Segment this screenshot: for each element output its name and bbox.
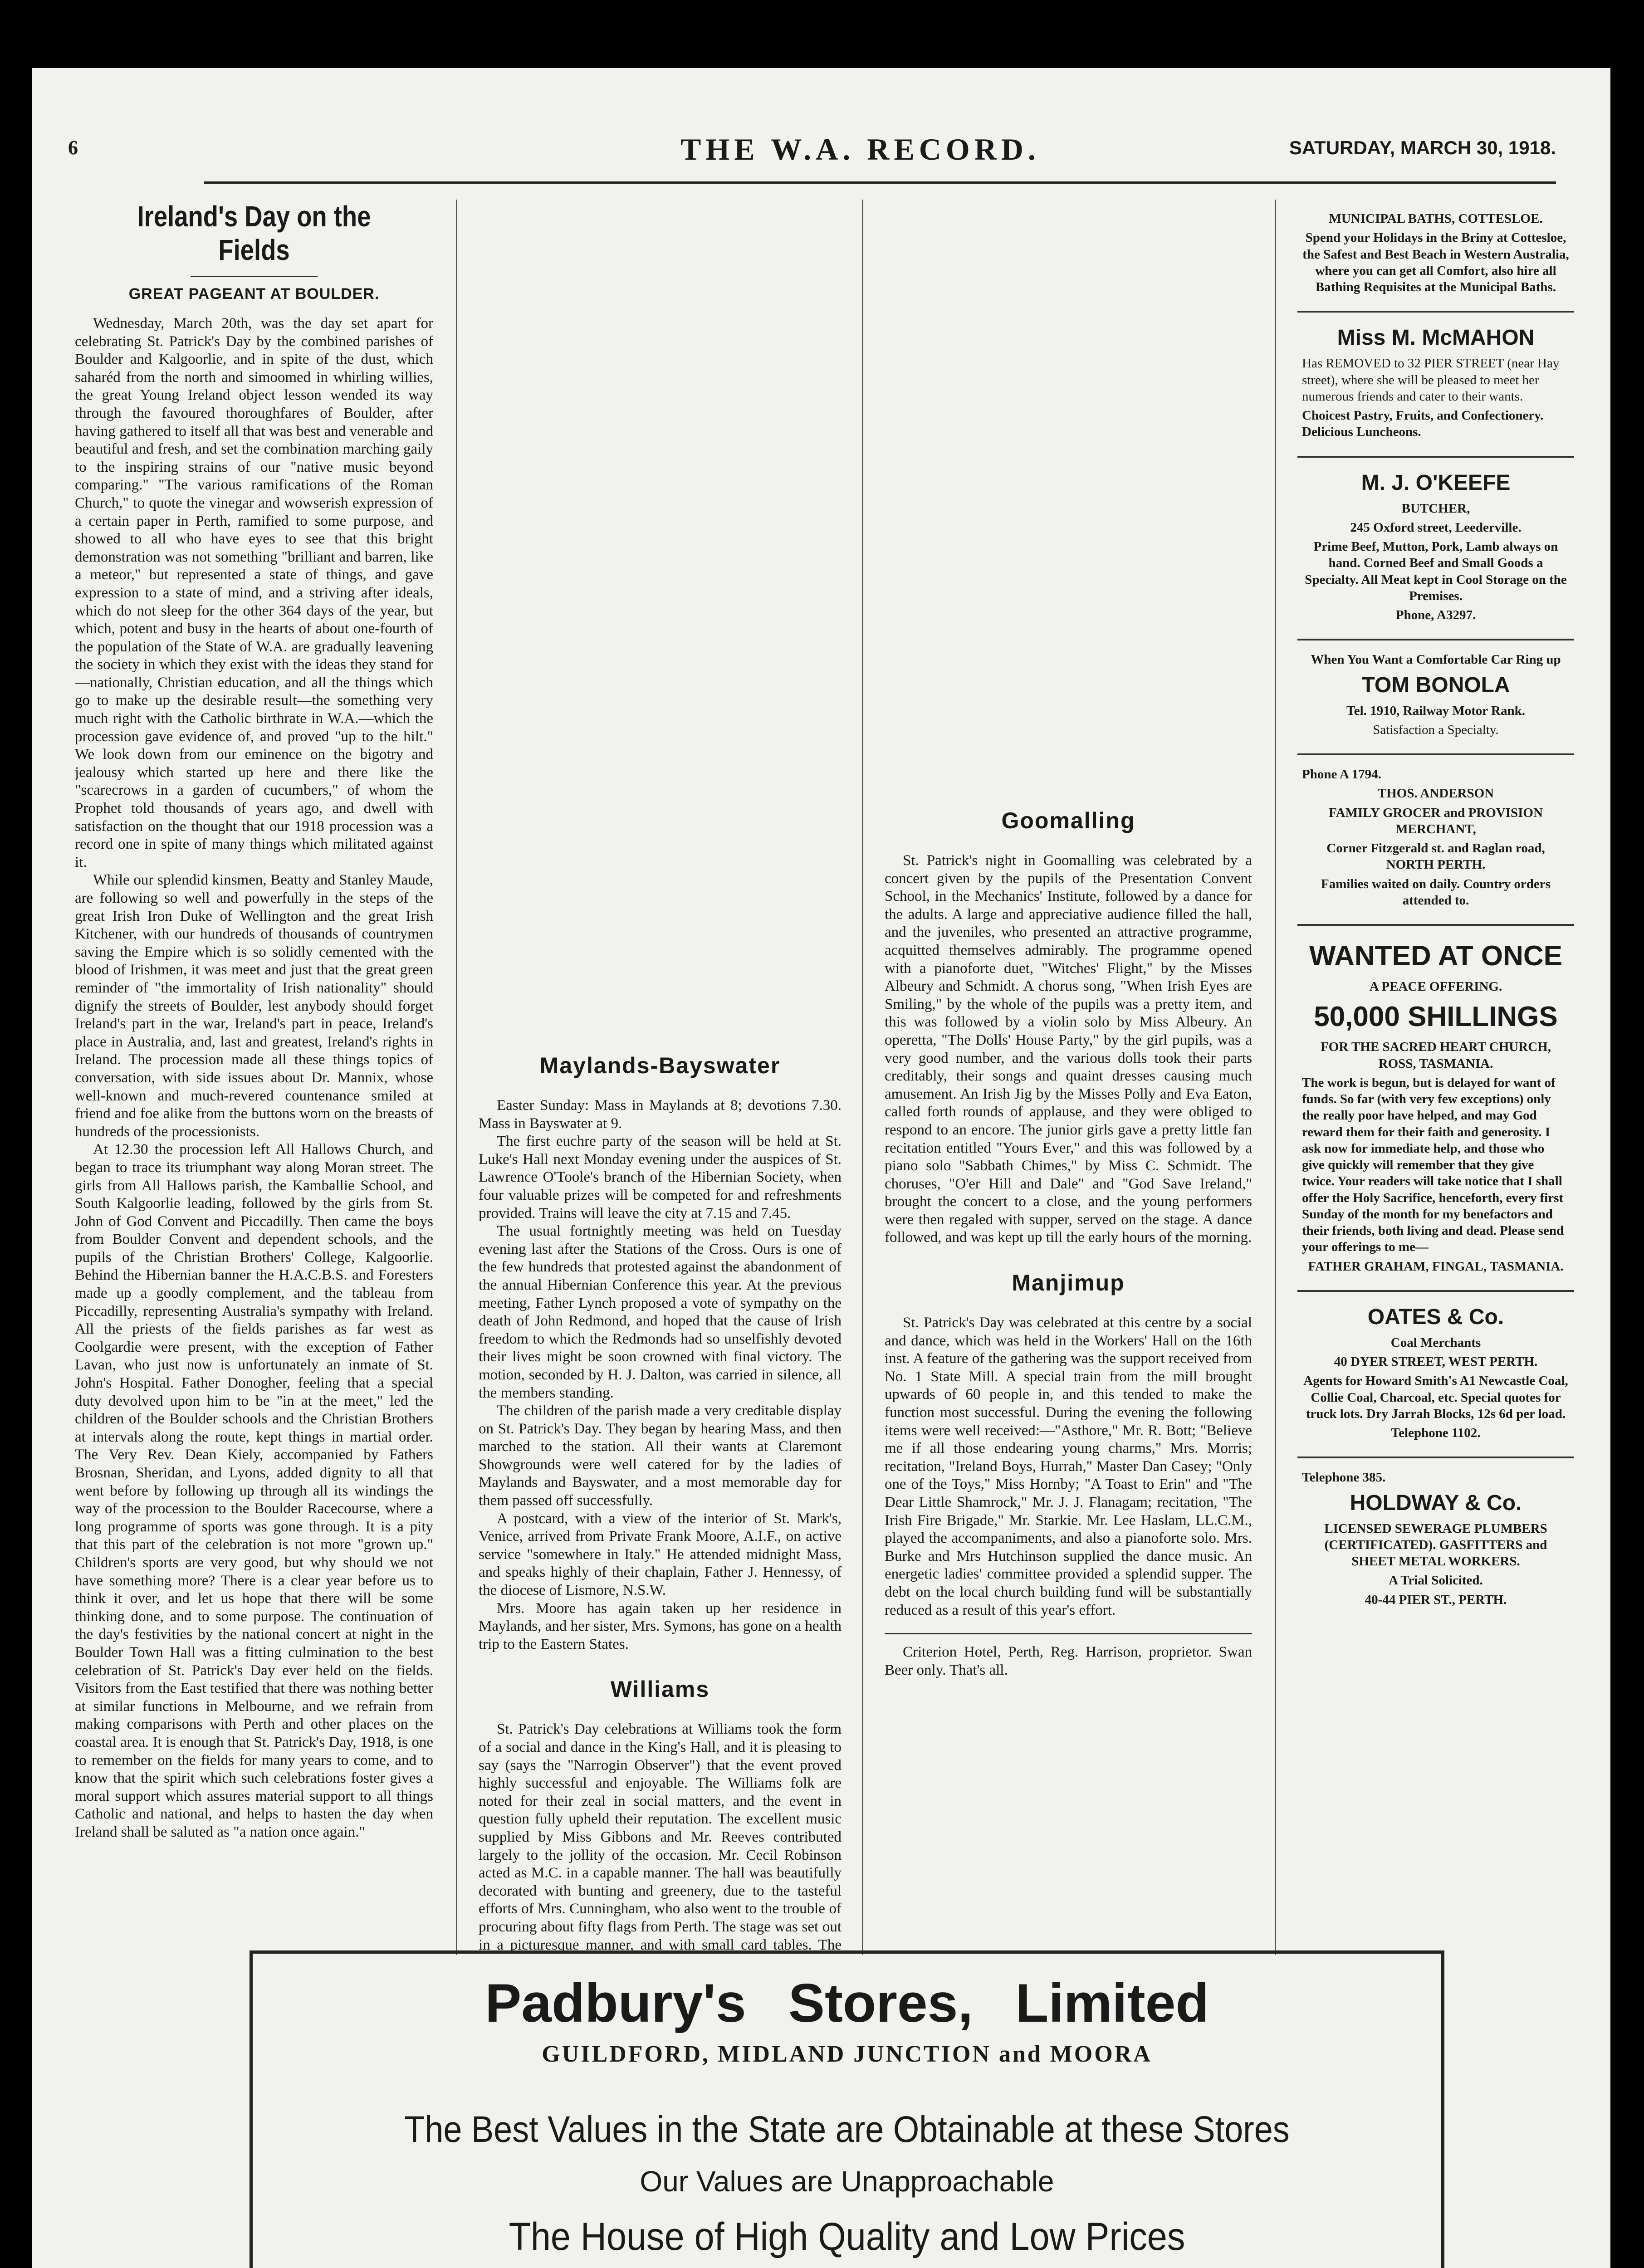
issue-date: SATURDAY, MARCH 30, 1918. bbox=[1289, 137, 1556, 158]
ad-name: HOLDWAY & Co. bbox=[1350, 1491, 1522, 1515]
ad-text: Agents for Howard Smith's A1 Newcastle Coal, Collie Coal, Charcoal, etc. Special quotes for truck lots. Dry Jarrah Blocks, 12s 6d per load. bbox=[1303, 1374, 1568, 1421]
newspaper-page bbox=[32, 68, 1610, 2268]
padbury-stores-banner bbox=[250, 1950, 1444, 2268]
banner-line: Our Values are Unapproachable bbox=[640, 2165, 1054, 2198]
ad-text: FOR THE SACRED HEART CHURCH, ROSS, TASMANIA. bbox=[1321, 1040, 1551, 1071]
banner-line: The House of High Quality and Low Prices bbox=[509, 2215, 1185, 2258]
article-headline-ireland: Ireland's Day on the Fields bbox=[137, 200, 371, 266]
ad-amount: 50,000 SHILLINGS bbox=[1314, 1001, 1558, 1032]
ad-municipal-baths bbox=[1297, 200, 1574, 313]
ad-name: Miss M. McMAHON bbox=[1337, 326, 1535, 350]
criterion-notice: Criterion Hotel, Perth, Reg. Harrison, proprietor. Swan Beer only. That's all. bbox=[885, 1644, 1252, 1678]
article-headline-manjimup: Manjimup bbox=[1012, 1270, 1125, 1296]
column-2 bbox=[479, 200, 842, 1955]
ad-text: Choicest Pastry, Fruits, and Confectionery. Delicious Luncheons. bbox=[1302, 408, 1544, 440]
ad-anderson bbox=[1297, 755, 1574, 926]
ad-phone: Phone, A3297. bbox=[1395, 608, 1476, 622]
ad-phone: Telephone 385. bbox=[1302, 1470, 1386, 1485]
ad-address: Corner Fitzgerald st. and Raglan road, NORTH PERTH. bbox=[1326, 841, 1545, 872]
column-3 bbox=[885, 200, 1252, 1955]
column-4-ads bbox=[1297, 200, 1574, 1955]
ad-text: BUTCHER, bbox=[1401, 501, 1470, 516]
ad-phone: Tel. 1910, Railway Motor Rank. bbox=[1346, 703, 1525, 718]
banner-title: Padbury's Stores, Limited bbox=[485, 1973, 1209, 2033]
paragraph: St. Patrick's Day was celebrated at this centre by a social and dance, which was held in the Workers' Hall on the 16th inst. A feature of the gathering was the support received from No. 1 State Mill. A special train from the mill brought upwards of 60 people in, and this tended to make the function most successful. During the evening the following items were well received:—"Asthore," Mr. R. Bott; "Believe me if all those endearing young charms," Mrs. Morris; recitation, "Ireland Boys, Hurrah," Master Dan Casey; "Only one of the Toys," Miss Hornby; "A Toast to Erin" and "The Dear Little Shamrock," Mr. J. J. Flanagam; recitation, "The Irish Fire Brigade," Mr. Starkie. Mr. Lee Haslam, LL.C.M., played the accompaniments, and also a pianoforte solo. Mrs. Burke and Mrs Hutchinson supplied the dance music. An energetic ladies' committee provided a splendid supper. The debt on the local church building fund will be substantially reduced as a result of this year's effort. bbox=[885, 1315, 1252, 1618]
article-headline-williams: Williams bbox=[610, 1677, 710, 1702]
paragraph: St. Patrick's night in Goomalling was celebrated by a concert given by the pupils of the Presentation Convent School, in the Mechanics' Institute, followed by a dance for the adults. A large and appreciative audience filled the hall, and the juveniles, who presented an attractive programme, acquitted themselves admirably. The programme opened with a pianoforte duet, "Witches' Flight," by the Misses Albeury and Schmidt. A chorus song, "When Irish Eyes are Smiling," by the whole of the pupils was a pretty item, and this was followed by a violin solo by Miss Albeury. An operetta, "The Dolls' House Party," by the girl pupils, was a very good number, and the various dolls took their parts creditably, their songs and quaint dresses causing much amusement. An Irish Jig by the Misses Polly and Eva Eaton, called forth rounds of applause, and they were obliged to respond to an encore. The junior girls gave a pretty little fan recitation entitled "Yours Ever," and this was followed by a piano solo "Sabbath Chimes," by Miss C. Schmidt. The choruses, "O'er Hill and Dale" and "God Save Ireland," brought the concert to a close, and the young performers were then regaled with supper, served on the stage. A dance followed, and was kept up till the early hours of the morning. bbox=[885, 852, 1252, 1246]
ad-signature: FATHER GRAHAM, FINGAL, TASMANIA. bbox=[1308, 1259, 1564, 1274]
ad-heading: WANTED AT ONCE bbox=[1309, 940, 1562, 972]
paragraph: The usual fortnightly meeting was held on Tuesday evening last after the Stations of the Cross. Ours is one of the few hundreds that protested against the abandonment of the annual Hibernian Conference this year. At the previous meeting, Father Lynch proposed a vote of sympathy on the death of John Redmond, and hoped that the cause of Irish freedom to which the Redmonds had so unselfishly devoted their lives might be soon crowned with final victory. The motion, seconded by H. J. Dalton, was carried in silence, all the members standing. bbox=[479, 1223, 842, 1401]
column-rule bbox=[862, 200, 863, 1955]
paragraph: Easter Sunday: Mass in Maylands at 8; devotions 7.30. Mass in Bayswater at 9. bbox=[479, 1097, 842, 1132]
ad-wanted bbox=[1297, 926, 1574, 1292]
article-headline-goomalling: Goomalling bbox=[1001, 808, 1135, 833]
ad-bonola bbox=[1297, 640, 1574, 755]
ad-okeefe bbox=[1297, 458, 1574, 641]
ad-text: Spend your Holidays in the Briny at Cottesloe, the Safest and Best Beach in Western Australia, where you can get all Comfort, also hire all Bathing Requisites at the Municipal Baths. bbox=[1302, 230, 1569, 294]
ad-address: 245 Oxford street, Leederville. bbox=[1350, 520, 1522, 535]
paragraph: A postcard, with a view of the interior of St. Mark's, Venice, arrived from Private Frank Moore, A.I.F., on active service "somewhere in Italy." He attended midnight Mass, and speaks highly of their chaplain, Father J. Hennessy, of the diocese of Lismore, N.S.W. bbox=[479, 1510, 842, 1599]
ad-text: Satisfaction a Specialty. bbox=[1373, 722, 1499, 737]
article-headline-maylands: Maylands-Bayswater bbox=[539, 1053, 781, 1078]
masthead bbox=[68, 132, 1556, 184]
ad-text: A Trial Solicited. bbox=[1389, 1573, 1483, 1588]
ad-name: TOM BONOLA bbox=[1361, 673, 1510, 697]
ad-address: 40-44 PIER ST., PERTH. bbox=[1365, 1592, 1507, 1607]
page-number: 6 bbox=[68, 137, 78, 159]
paragraph: Mrs. Moore has again taken up her residence in Maylands, and her sister, Mrs. Symons, has gone on a health trip to the Eastern States. bbox=[479, 1600, 842, 1652]
ad-name: THOS. ANDERSON bbox=[1377, 786, 1494, 801]
paragraph: St. Patrick's Day celebrations at Williams took the form of a social and dance in the King's Hall, and it is pleasing to say (says the "Narrogin Observer") that the event proved highly successful and enjoyable. The Williams folk are noted for their zeal in social matters, and the event in question fully upheld their reputation. The excellent music supplied by Miss Gibbons and Mr. Reeves contributed largely to the jollity of the occasion. Mr. Cecil Robinson acted as M.C. in a capable manner. The hall was beautifully decorated with bunting and greenery, due to the tasteful efforts of Mrs. Cunningham, who also went to the trouble of procuring about fifty flags from Perth. The stage was set out in a picturesque manner, and with small card tables. The bbox=[479, 1721, 842, 1953]
ad-name: M. J. O'KEEFE bbox=[1361, 470, 1511, 495]
ad-text: A PEACE OFFERING. bbox=[1369, 979, 1502, 994]
ad-text: Has REMOVED to 32 PIER STREET (near Hay street), where she will be pleased to meet her numerous friends and cater to their wants. bbox=[1302, 356, 1560, 404]
paragraph: Wednesday, March 20th, was the day set apart for celebrating St. Patrick's Day by the combined parishes of Boulder and Kalgoorlie, and in spite of the dust, which saharéd from the north and simoomed in whirling willies, the great Young Ireland object lesson wended its way through the favoured thoroughfares of Boulder, after having gathered to itself all that was best and venerable and beautiful and fresh, and set the combination marching gaily to the inspiring strains of our "native music beyond comparing." "The various ramifications of the Roman Church," to quote the vinegar and wowserish expression of a certain paper in Perth, ramified to some purpose, and showed to all who have eyes to see that this bright demonstration was not something "brilliant and barren, like a meteor," but represented a state of things, and gave expression to a state of mind, and a striving after ideals, which do not sleep for the other 364 days of the year, but which, potent and busy in the hearts of about one-fourth of the population of the State of W.A. are gradually leavening the society in which they exist with the ideas they stand for—nationally, Christian education, and all the things which go to make up the desirable result—the something very much right with the Catholic birthrate in W.A.—which the procession gave evidence of, and proved "up to the hilt." We look down from our eminence on the bigotry and jealousy which started up here and there like the "scarecrows in a garden of cucumbers," of whom the Prophet told thousands of years ago, and dwell with satisfaction on the thought that our 1918 procession was a record one in spite of many things which militated against it. bbox=[75, 315, 433, 870]
ad-text: Families waited on daily. Country orders attended to. bbox=[1321, 876, 1551, 908]
ad-phone: Telephone 1102. bbox=[1391, 1426, 1481, 1440]
ad-heading: MUNICIPAL BATHS, COTTESLOE. bbox=[1329, 211, 1543, 226]
ad-oates bbox=[1297, 1292, 1574, 1459]
ad-name: OATES & Co. bbox=[1367, 1305, 1504, 1329]
ad-mcmahon bbox=[1297, 313, 1574, 457]
paragraph: The first euchre party of the season will be held at St. Luke's Hall next Monday evening under the auspices of St. Lawrence O'Toole's branch of the Hibernian Society, when four valuable prizes will be competed for and refreshments provided. Trains will leave the city at 7.15 and 7.45. bbox=[479, 1133, 842, 1222]
paragraph: The children of the parish made a very creditable display on St. Patrick's Day. They began by hearing Mass, and then marched to the station. All their wants at Claremont Showgrounds were well catered for by the ladies of Maylands and Bayswater, and a most memorable day for them passed off successfully. bbox=[479, 1403, 842, 1509]
column-1 bbox=[75, 200, 433, 1955]
column-rule bbox=[1275, 200, 1276, 1955]
newspaper-title: THE W.A. RECORD. bbox=[680, 132, 1040, 166]
paragraph: While our splendid kinsmen, Beatty and Stanley Maude, are following so well and powerfully in the steps of the great Irish Iron Duke of Wellington and the great Irish Kitchener, with our hundreds of thousands of countrymen saving the Empire which is so solidly cemented with the blood of Irishmen, it was meet and just that the great green reminder of "the immortality of Irish nationality" should dignify the streets of Boulder, lest anybody should forget Ireland's part in the war, Ireland's part in peace, Ireland's place in Australia, and, last and greatest, Ireland's rights in Ireland. The procession made all these things topics of conversation, with side issues about Dr. Mannix, whose well-known and much-revered countenance smiled at friend and foe alike from the buttons worn on the breasts of hundreds of the processionists. bbox=[75, 872, 433, 1140]
ad-text: Prime Beef, Mutton, Pork, Lamb always on hand. Corned Beef and Small Goods a Specialty. All Meat kept in Cool Storage on the Premises. bbox=[1305, 539, 1567, 603]
divider bbox=[191, 276, 318, 277]
ad-text: FAMILY GROCER and PROVISION MERCHANT, bbox=[1329, 805, 1543, 836]
banner-line: The Best Values in the State are Obtainable at these Stores bbox=[404, 2109, 1290, 2150]
ad-address: 40 DYER STREET, WEST PERTH. bbox=[1334, 1354, 1538, 1369]
ad-holdway bbox=[1297, 1458, 1574, 1623]
ad-text: The work is begun, but is delayed for want of funds. So far (with very few exceptions) only the really poor have helped, and may God reward them for their faith and generosity. I ask now for immediate help, and those who give quickly will remember that they give twice. Your readers will take notice that I shall offer the Holy Sacrifice, henceforth, every first Sunday of the month for my benefactors and their friends, both living and dead. Please send your offerings to me— bbox=[1302, 1075, 1564, 1255]
ad-text: LICENSED SEWERAGE PLUMBERS (CERTIFICATED). GASFITTERS and SHEET METAL WORKERS. bbox=[1324, 1521, 1547, 1569]
ad-text: Coal Merchants bbox=[1390, 1335, 1481, 1350]
paragraph: At 12.30 the procession left All Hallows Church, and began to trace its triumphant way along Moran street. The girls from All Hallows parish, the Kamballie School, and South Kalgoorlie leading, followed by the girls from St. John of God Convent and Piccadilly. Then came the boys from Boulder Convent and dependent schools, and the pupils of the Christian Brothers' College, Kalgoorlie. Behind the Hibernian banner the H.A.C.B.S. and Foresters made up a goodly complement, and the tableau from Piccadilly, representing Australia's sympathy with Ireland. All the priests of the fields parishes as far west as Coolgardie were present, with the exception of Father Lavan, who just now is unfortunately an inmate of St. John's Hospital. Father Donogher, feeling that a special duty devolved upon him to be "in at the meet," led the children of the Boulder schools and the Christian Brothers at intervals along the route, kept things in martial order. The Very Rev. Dean Kiely, accompanied by Fathers Brosnan, Sheridan, and Lyons, added dignity to all that went before by following up through all its windings the way of the procession to the Boulder Racecourse, where a long programme of sports was gone through. It is a pity that this part of the celebration is not more "grown up." Children's sports are very good, but why should we not have something more? There is a clear year before us to think it over, and let us hope that there will be some thinking done, and to some purpose. The continuation of the day's festivities by the national concert at night in the Boulder Town Hall was a fitting culmination to the best celebration of St. Patrick's Day ever held on the fields. Visitors from the East testified that there was nothing better at similar functions in Melbourne, and we refrain from making comparisons with Perth and other places on the coastal area. It is enough that St. Patrick's Day, 1918, is one to remember on the fields for many years to come, and to know that the spirit which such celebrations foster gives a moral support which assures material support to all things Catholic and national, and helps to hasten the day when Ireland shall be saluted as "a nation once again." bbox=[75, 1141, 433, 1840]
ad-phone: Phone A 1794. bbox=[1302, 767, 1381, 782]
ad-text: When You Want a Comfortable Car Ring up bbox=[1311, 652, 1561, 667]
column-rule bbox=[456, 200, 457, 1955]
article-subhead-ireland: GREAT PAGEANT AT BOULDER. bbox=[128, 285, 380, 303]
banner-locations: GUILDFORD, MIDLAND JUNCTION and MOORA bbox=[542, 2041, 1152, 2067]
